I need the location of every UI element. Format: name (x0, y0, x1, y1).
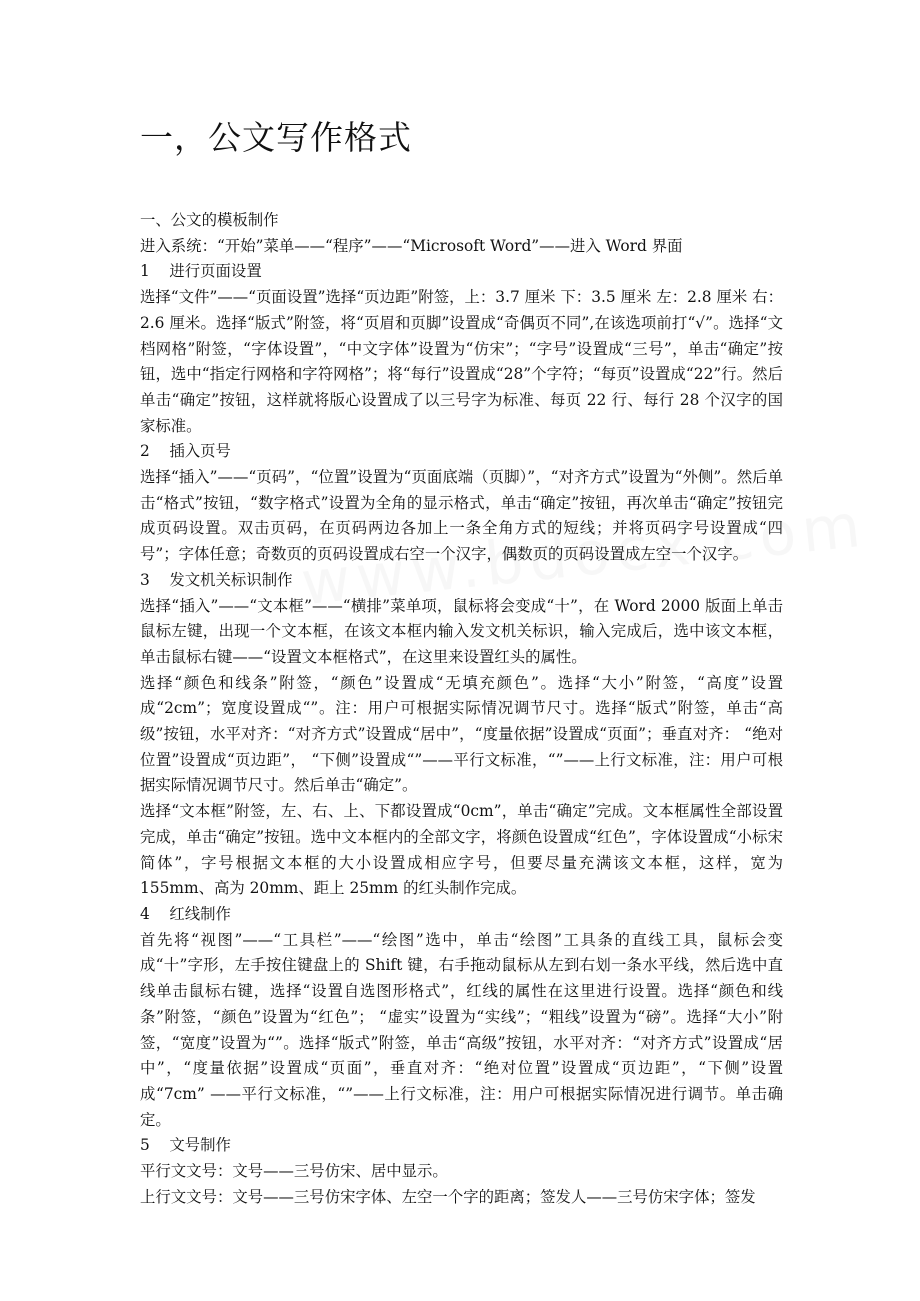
paragraph: 选择“文件”——“页面设置”选择“页边距”附签，上：3.7 厘米 下：3.5 厘米 左：2.8 厘米 右：2.6 厘米。选择“版式”附签，将“页眉和页脚”设置成“奇偶页不同”,在该选项前打“√”。选择“文档网格”附签，“字体设置”，“中文字体”设置为“仿宋”；“字号”设置成“三号”，单击“确定”按钮，选中“指定行网格和字符网格”；将“每行”设置成“28”个字符；“每页”设置成“22”行。然后单击“确定”按钮，这样就将版心设置成了以三号字为标准、每页 22 行、每行 28 个汉字的国家标准。 (140, 288, 783, 435)
paragraph: 上行文文号：文号——三号仿宋字体、左空一个字的距离；签发人——三号仿宋字体；签发 (140, 1187, 756, 1206)
paragraph: 选择“插入”——“文本框”——“横排”菜单项，鼠标将会变成“十”，在 Word 2000 版面上单击鼠标左键，出现一个文本框，在该文本框内输入发文机关标识，输入完成后，选中该文本框，单击鼠标右键——“设置文本框格式”，在这里来设置红头的属性。 (140, 596, 783, 666)
section-heading: 5 文号制作 (140, 1136, 231, 1155)
paragraph: 选择“颜色和线条”附签，“颜色”设置成“无填充颜色”。选择“大小”附签，“高度”设置成“2cm”；宽度设置成“”。注：用户可根据实际情况调节尺寸。选择“版式”附签，单击“高级”按钮，水平对齐：“对齐方式”设置成“居中”，“度量依据”设置成“页面”；垂直对齐： “绝对位置”设置成“页边距”， “下侧”设置成“”——平行文标准，“”——上行文标准，注：用户可根据实际情况调节尺寸。然后单击“确定”。 (140, 673, 783, 795)
document-body (140, 208, 783, 1210)
section-heading: 4 红线制作 (140, 904, 231, 923)
paragraph: 首先将“视图”——“工具栏”——“绘图”选中，单击“绘图”工具条的直线工具，鼠标会变成“十”字形，左手按住键盘上的 Shift 键，右手拖动鼠标从左到右划一条水平线，然后选中直线单击鼠标右键，选择“设置自选图形格式”，红线的属性在这里进行设置。选择“颜色和线条”附签，“颜色”设置为“红色”； “虚实”设置为“实线”；“粗线”设置为“磅”。选择“大小”附签，“宽度”设置为“”。选择“版式”附签，单击“高级”按钮，水平对齐：“对齐方式”设置成“居中”，“度量依据”设置成“页面”，垂直对齐：“绝对位置”设置成“页边距”，“下侧”设置成“7cm” ——平行文标准，“”——上行文标准，注：用户可根据实际情况进行调节。单击确定。 (140, 930, 783, 1129)
section-heading: 2 插入页号 (140, 442, 231, 461)
section-heading: 1 进行页面设置 (140, 262, 262, 281)
section-heading: 3 发文机关标识制作 (140, 570, 293, 589)
paragraph: 选择“文本框”附签，左、右、上、下都设置成“0cm”，单击“确定”完成。文本框属性全部设置完成，单击“确定”按钮。选中文本框内的全部文字，将颜色设置成“红色”，字体设置成“小标宋简体”，字号根据文本框的大小设置成相应字号，但要尽量充满该文本框，这样，宽为 155mm、高为 20mm、距上 25mm 的红头制作完成。 (140, 802, 783, 898)
page-title: 一，公文写作格式 (140, 118, 412, 157)
paragraph: 进入系统：“开始”菜单——“程序”——“Microsoft Word”——进入 Word 界面 (140, 236, 683, 255)
section-heading: 一、公文的模板制作 (140, 211, 279, 229)
paragraph: 选择“插入”——“页码”，“位置”设置为“页面底端（页脚）”，“对齐方式”设置为“外侧”。然后单击“格式”按钮，“数字格式”设置为全角的显示格式，单击“确定”按钮，再次单击“确定”按钮完成页码设置。双击页码，在页码两边各加上一条全角方式的短线；并将页码字号设置成“四号”；字体任意；奇数页的页码设置成右空一个汉字，偶数页的页码设置成左空一个汉字。 (140, 468, 783, 564)
paragraph: 平行文文号：文号——三号仿宋、居中显示。 (140, 1162, 448, 1181)
